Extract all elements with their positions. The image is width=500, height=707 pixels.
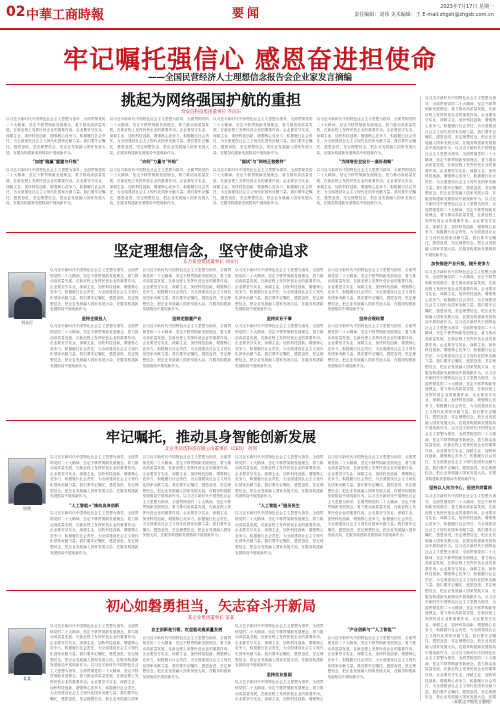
- photo-caption: 某某: [23, 676, 31, 681]
- divider: [6, 84, 416, 85]
- section-name: 要闻: [232, 6, 263, 20]
- article-2-title: 坚定理想信念，坚守使命追求: [113, 242, 309, 260]
- editor-info: 责任编辑：刘伟 美术编辑：王 E-mail:zhgsh@zhgsb.com.cn: [354, 12, 494, 18]
- article-4-byline: 某企业集团董事长 某某: [187, 616, 235, 621]
- article-3-title: 牢记嘱托，推动具身智能创新发展: [106, 430, 316, 446]
- text-column: 自主创新是引领，攻坚驱动高质量发展 以习近平新时代中国特色社会主义思想为指导，全面贯彻党的二十大精神，坚定不移贯彻新发展理念，着力推动高质量发展，在新征程上发挥民营企业的重要作用。企业要坚守实业，深耕主业，加快科技创新，增强核心竞争力，积极履行社会责任，为全面建设社会主义现代化国家贡献力量。我们要牢记嘱托，感恩奋进，坚定理想信念，把企业发展融入国家发展大局，在服务构建新发展格局中展现新作为。: [142, 627, 231, 679]
- text-column: 以习近平新时代中国特色社会主义思想为指导，全面贯彻党的二十大精神，坚定不移贯彻新发展理念，着力推动高质量发展，在新征程上发挥民营企业的重要作用。企业要坚守实业，深耕主业，加快科技创新，增强核心竞争力，积极履行社会责任，为全面建设社会主义现代化国家贡献力量。我们要牢记嘱托，感恩奋进，坚定理想信念，把企业发展融入国家发展大局，在服务构建新发展格局中展现新作为。 坚持合规经营 以习近平新时代中国特色社会主义思想为指导，全面贯彻党的二十大精神，坚定不移贯彻新发展理念，着力推动高质量发展，在新征程上发挥民营企业的重要作用。企业要坚守实业，深耕主业，加快科技创新，增强核心竞争力，积极履行社会责任，为全面建设社会主义现代化国家贡献力量。我们要牢记嘱托，感恩奋进，坚定理想信念，把企业发展融入国家发展大局，在服务构建新发展格局中展现新作为。: [327, 268, 416, 368]
- text-column: "产业创新与""人工智能"" 以习近平新时代中国特色社会主义思想为指导，全面贯彻党的二十大精神，坚定不移贯彻新发展理念，着力推动高质量发展，在新征程上发挥民营企业的重要作用。企业要坚守实业，深耕主业，加快科技创新，增强核心竞争力，积极履行社会责任，为全面建设社会主义现代化国家贡献力量。我们要牢记嘱托，感恩奋进，坚定理想信念，把企业发展融入国家发展大局，在服务构建新发展格局中展现新作为。: [327, 627, 416, 679]
- right-column-text: 以习近平新时代中国特色社会主义思想为指导，全面贯彻党的二十大精神，坚定不移贯彻新发展理念，着力推动高质量发展，在新征程上发挥民营企业的重要作用。企业要坚守实业，深耕主业，加快科技创新，增强核心竞争力，积极履行社会责任，为全面建设社会主义现代化国家贡献力量。我们要牢记嘱托，感恩奋进，坚定理想信念，把企业发展融入国家发展大局，在服务构建新发展格局中展现新作为。以习近平新时代中国特色社会主义思想为指导，全面贯彻党的二十大精神，坚定不移贯彻新发展理念，着力推动高质量发展，在新征程上发挥民营企业的重要作用。企业要坚守实业，深耕主业，加快科技创新，增强核心竞争力，积极履行社会责任，为全面建设社会主义现代化国家贡献力量。我们要牢记嘱托，感恩奋进，坚定理想信念，把企业发展融入国家发展大局，在服务构建新发展格局中展现新作为。以习近平新时代中国特色社会主义思想为指导，全面贯彻党的二十大精神，坚定不移贯彻新发展理念，着力推动高质量发展，在新征程上发挥民营企业的重要作用。企业要坚守实业，深耕主业，加快科技创新，增强核心竞争力，积极履行社会责任，为全面建设社会主义现代化国家贡献力量。我们要牢记嘱托，感恩奋进，坚定理想信念，把企业发展融入国家发展大局，在服务构建新发展格局中展现新作为。 加快推进产业升级，提升竞争力 以习近平新时代中国特色社会主义思想为指导，全面贯彻党的二十大精神，坚定不移贯彻新发展理念，着力推动高质量发展，在新征程上发挥民营企业的重要作用。企业要坚守实业，深耕主业，加快科技创新，增强核心竞争力，积极履行社会责任，为全面建设社会主义现代化国家贡献力量。我们要牢记嘱托，感恩奋进，坚定理想信念，把企业发展融入国家发展大局，在服务构建新发展格局中展现新作为。以习近平新时代中国特色社会主义思想为指导，全面贯彻党的二十大精神，坚定不移贯彻新发展理念，着力推动高质量发展，在新征程上发挥民营企业的重要作用。企业要坚守实业，深耕主业，加快科技创新，增强核心竞争力，积极履行社会责任，为全面建设社会主义现代化国家贡献力量。我们要牢记嘱托，感恩奋进，坚定理想信念，把企业发展融入国家发展大局，在服务构建新发展格局中展现新作为。以习近平新时代中国特色社会主义思想为指导，全面贯彻党的二十大精神，坚定不移贯彻新发展理念，着力推动高质量发展，在新征程上发挥民营企业的重要作用。企业要坚守实业，深耕主业，加快科技创新，增强核心竞争力，积极履行社会责任，为全面建设社会主义现代化国家贡献力量。我们要牢记嘱托，感恩奋进，坚定理想信念，把企业发展融入国家发展大局，在服务构建新发展格局中展现新作为。以习近平新时代中国特色社会主义思想为指导，全面贯彻党的二十大精神，坚定不移贯彻新发展理念，着力推动高质量发展，在新征程上发挥民营企业的重要作用。企业要坚守实业，深耕主业，加快科技创新，增强核心竞争力，积极履行社会责任，为全面建设社会主义现代化国家贡献力量。我们要牢记嘱托，感恩奋进，坚定理想信念，把企业发展融入国家发展大局，在服务构建新发展格局中展现新作为。 坚持以人民为中心，促进共同富裕 以习近平新时代中国特色社会主义思想为指导，全面贯彻党的二十大精神，坚定不移贯彻新发展理念，着力推动高质量发展，在新征程上发挥民营企业的重要作用。企业要坚守实业，深耕主业，加快科技创新，增强核心竞争力，积极履行社会责任，为全面建设社会主义现代化国家贡献力量。我们要牢记嘱托，感恩奋进，坚定理想信念，把企业发展融入国家发展大局，在服务构建新发展格局中展现新作为。以习近平新时代中国特色社会主义思想为指导，全面贯彻党的二十大精神，坚定不移贯彻新发展理念，着力推动高质量发展，在新征程上发挥民营企业的重要作用。企业要坚守实业，深耕主业，加快科技创新，增强核心竞争力，积极履行社会责任，为全面建设社会主义现代化国家贡献力量。我们要牢记嘱托，感恩奋进，坚定理想信念，把企业发展融入国家发展大局，在服务构建新发展格局中展现新作为。以习近平新时代中国特色社会主义思想为指导，全面贯彻党的二十大精神，坚定不移贯彻新发展理念，着力推动高质量发展，在新征程上发挥民营企业的重要作用。企业要坚守实业，深耕主业，加快科技创新，增强核心竞争力，积极履行社会责任，为全面建设社会主义现代化国家贡献力量。我们要牢记嘱托，感恩奋进，坚定理想信念，把企业发展融入国家发展大局，在服务构建新发展格局中展现新作为。以习近平新时代中国特色社会主义思想为指导，全面贯彻党的二十大精神，坚定不移贯彻新发展理念，着力推动高质量发展，在新征程上发挥民营企业的重要作用。企业要坚守实业，深耕主业，加快科技创新，增强核心竞争力，积极履行社会责任，为全面建设社会主义现代化国家贡献力量。我们要牢记嘱托，感恩奋进，坚定理想信念，把企业发展融入国家发展大局，在服: [420, 96, 496, 701]
- divider: [6, 590, 416, 591]
- main-subtitle: ——全国民营经济人士理想信念报告会企业家发言摘编: [147, 73, 352, 83]
- portrait-photo: [8, 458, 46, 504]
- page-number: 02: [6, 4, 26, 20]
- text-column: 以习近平新时代中国特色社会主义思想为指导，全面贯彻党的二十大精神，坚定不移贯彻新发展理念，着力推动高质量发展，在新征程上发挥民营企业的重要作用。企业要坚守实业，深耕主业，加快科技创新，增强核心竞争力，积极履行社会责任，为全面建设社会主义现代化国家贡献力量。我们要牢记嘱托，感恩奋进，坚定理想信念，把企业发展融入国家发展大局，在服务构建新发展格局中展现新作为。 坚持实业报国 以习近平新时代中国特色社会主义思想为指导，全面贯彻党的二十大精神，坚定不移贯彻新发展理念，着力推动高质量发展，在新征程上发挥民营企业的重要作用。企业要坚守实业，深耕主业，加快科技创新，增强核心: [235, 624, 324, 702]
- text-column: 以习近平新时代中国特色社会主义思想为指导，全面贯彻党的二十大精神，坚定不移贯彻新发展理念，着力推动高质量发展，在新征程上发挥民营企业的重要作用。企业要坚守实业，深耕主业，加快科技创新，增强核心竞争力，积极履行社会责任，为全面建设社会主义现代化国家贡献力量。我们要牢记嘱托，感恩奋进，坚定理想信念，把企业发展融入国家发展大局，在服务构建新发展格局中展现新作为。 坚持实业干事 以习近平新时代中国特色社会主义思想为指导，全面贯彻党的二十大精神，坚定不移贯彻新发展理念，着力推动高质量发展，在新征程上发挥民营企业的重要作用。企业要坚守实业，深耕主业，加快科技创新，增强核心竞争力，积极履行社会责任，为全面建设社会主义现代化国家贡献力量。我们要牢记嘱托，感恩奋进，坚定理想信念，把企业发展融入国家发展大局，在服务构建新发展格局中展现新作为。: [235, 268, 324, 368]
- footer-note: （本版文字据发言整理）: [450, 699, 494, 704]
- article-3-body: [50, 455, 416, 585]
- article-1-title: 挑起为网络强国护航的重担: [120, 91, 301, 109]
- article-4-body: [50, 624, 416, 702]
- paper-name: 中華工商時報: [26, 8, 105, 23]
- portrait-photo: [8, 628, 46, 674]
- masthead: [0, 0, 500, 30]
- text-column: 以习近平新时代中国特色社会主义思想为指导，全面贯彻党的二十大精神，坚定不移贯彻新发展理念，着力推动高质量发展，在新征程上发挥民营企业的重要作用。企业要坚守实业，深耕主业，加快科技创新，增强核心竞争力，积极履行社会责任，为全面建设社会主义现代化国家贡献力量。我们要牢记嘱托，感恩奋进，坚定理想信念，把企业发展融入国家发展大局，在服务构建新发展格局中展现新作为。 "为网络安全设计一套好战略" 以习近平新时代中国特色社会主义思想为指导，全面贯彻党的二十大精神，坚定不移贯彻新发展理念，着力推动高质量发展，在新征程上发挥民营企业的重要作用。企业要坚守实业，深耕主业，加快科技创新，增强核心竞争力，积极履行社会责任，为全面建设社会主义现代化国家贡献力量。我们要牢记嘱托，感恩奋进，坚定理想信念，把企业发展融入国家发展大局，在服务构建新发展格局中展现新作为。: [316, 117, 416, 206]
- divider: [6, 420, 416, 421]
- photo-caption: 周剑: [23, 506, 31, 511]
- text-column: 以习近平新时代中国特色社会主义思想为指导，全面贯彻党的二十大精神，坚定不移贯彻新发展理念，着力推动高质量发展，在新征程上发挥民营企业的重要作用。企业要坚守实业，深耕主业，加快科技创新，增强核心竞争力，积极履行社会责任，为全面建设社会主义现代化国家贡献力量。我们要牢记嘱托，感恩奋进，坚定理想信念，把企业发展融入国家发展大局，在服务构建新发展格局中展现新作为。以习近平新时代中国特色社会主义思想为指导，全面贯彻党的二十大精神，坚定不移贯彻新发展理念，着力推动高质量发展，在新征程上发挥民营企业的重要作用。企业要坚守实业，深耕主业，加快科技创新，增强核心竞争力，积极履行社会责任，为全面建设社会主义现代化国家贡献力量。我们要牢记嘱托，感恩奋进，坚定理想信念，把企业发展融入国家发展大局，在服务构建新发展格局中展现新作为。: [327, 455, 416, 538]
- text-column: 以习近平新时代中国特色社会主义思想为指导，全面贯彻党的二十大精神，坚定不移贯彻新发展理念，着力推动高质量发展，在新征程上发挥民营企业的重要作用。企业要坚守实业，深耕主业，加快科技创新，增强核心竞争力，积极履行社会责任，为全面建设社会主义现代化国家贡献力量。我们要牢记嘱托，感恩奋进，坚定理想信念，把企业发展融入国家发展大局，在服务构建新发展格局中展现新作为。 "加速"跑赢"重建与升级" 以习近平新时代中国特色社会主义思想为指导，全面贯彻党的二十大精神，坚定不移贯彻新发展理念，着力推动高质量发展，在新征程上发挥民营企业的重要作用。企业要坚守实业，深耕主业，加快科技创新，增强核心竞争力，积极履行社会责任，为全面建设社会主义现代化国家贡献力量。我们要牢记嘱托，感恩奋进，坚定理想信念，把企业发展融入国家发展大局，在服务构建新发展格局中展现新作为。: [6, 117, 106, 206]
- text-column: 以习近平新时代中国特色社会主义思想为指导，全面贯彻党的二十大精神，坚定不移贯彻新发展理念，着力推动高质量发展，在新征程上发挥民营企业的重要作用。企业要坚守实业，深耕主业，加快科技创新，增强核心竞争力，积极履行社会责任，为全面建设社会主义现代化国家贡献力量。我们要牢记嘱托，感恩奋进，坚定理想信念，把企业发展融入国家发展大局，在服务构建新发展格局中展现新作为。 坚持走稳重产业 以习近平新时代中国特色社会主义思想为指导，全面贯彻党的二十大精神，坚定不移贯彻新发展理念，着力推动高质量发展，在新征程上发挥民营企业的重要作用。企业要坚守实业，深耕主业，加快科技创新，增强核心竞争力，积极履行社会责任，为全面建设社会主义现代化国家贡献力量。我们要牢记嘱托，感恩奋进，坚定理想信念，把企业发展融入国家发展大局，在服务构建新发展格局中展现新作为。: [142, 268, 231, 368]
- text-column: 以习近平新时代中国特色社会主义思想为指导，全面贯彻党的二十大精神，坚定不移贯彻新发展理念，着力推动高质量发展，在新征程上发挥民营企业的重要作用。企业要坚守实业，深耕主业，加快科技创新，增强核心竞争力，积极履行社会责任，为全面建设社会主义现代化国家贡献力量。我们要牢记嘱托，感恩奋进，坚定理想信念，把企业发展融入国家发展大局，在服务构建新发展格局中展现新作为。 "向好"力量与"补贴" 以习近平新时代中国特色社会主义思想为指导，全面贯彻党的二十大精神，坚定不移贯彻新发展理念，着力推动高质量发展，在新征程上发挥民营企业的重要作用。企业要坚守实业，深耕主业，加快科技创新，增强核心竞争力，积极履行社会责任，为全面建设社会主义现代化国家贡献力量。我们要牢记嘱托，感恩奋进，坚定理想信念，把企业发展融入国家发展大局，在服务构建新发展格局中展现新作为。: [109, 117, 209, 206]
- issue-date: 2023年7月17日 星期一: [440, 4, 494, 10]
- text-column: 以习近平新时代中国特色社会主义思想为指导，全面贯彻党的二十大精神，坚定不移贯彻新发展理念，着力推动高质量发展，在新征程上发挥民营企业的重要作用。企业要坚守实业，深耕主业，加快科技创新，增强核心竞争力，积极履行社会责任，为全面建设社会主义现代化国家贡献力量。我们要牢记嘱托，感恩奋进，坚定理想信念，把企业发展融入国家发展大局，在服务构建新发展格局中展现新作为。 "国试"与"网络正装数件" 以习近平新时代中国特色社会主义思想为指导，全面贯彻党的二十大精神，坚定不移贯彻新发展理念，着力推动高质量发展，在新征程上发挥民营企业的重要作用。企业要坚守实业，深耕主业，加快科技创新，增强核心竞争力，积极履行社会责任，为全面建设社会主义现代化国家贡献力量。我们要牢记嘱托，感恩奋进，坚定理想信念，把企业发展融入国家发展大局，在服务构建新发展格局中展现新作为。: [213, 117, 313, 206]
- masthead-meta: [354, 3, 494, 19]
- article-4-title: 初心如磐勇担当，矢志奋斗开新局: [106, 599, 316, 615]
- main-title: 牢记嘱托强信心 感恩奋进担使命: [63, 45, 437, 74]
- article-3-byline: 北京优必选科技有限公司董事长（CEO） 周剑: [165, 447, 257, 452]
- text-column: 以习近平新时代中国特色社会主义思想为指导，全面贯彻党的二十大精神，坚定不移贯彻新发展理念，着力推动高质量发展，在新征程上发挥民营企业的重要作用。企业要坚守实业，深耕主业，加快科技创新，增强核心竞争力，积极履行社会责任，为全面建设社会主义现代化国家贡献力量。我们要牢记嘱托，感恩奋进，坚定理想信念，把企业发展融入国家发展大局，在服务构建新发展格局中展现新作为。以习近平新时代中国特色社会主义思想为指导，全面贯彻党的二十大精神，坚定不移贯彻新发展理念，着力推动高质量发展，在新征程上发挥民营企业的重要作用。企业要坚守实业，深耕主业，加快科技创新，增强核心竞争力，积极履行社会责任，为全面建设社会主义现代化国家贡献力量。我们要牢记嘱托，感恩奋进，坚定理想信念，把企业发展融入国家: [50, 624, 139, 701]
- photo-caption: 刘永行: [21, 320, 33, 325]
- divider: [6, 232, 416, 233]
- article-1-byline: 奇安信科技集团董事长 齐向东: [181, 110, 241, 115]
- article-1-body: [6, 117, 416, 227]
- text-column: 以习近平新时代中国特色社会主义思想为指导，全面贯彻党的二十大精神，坚定不移贯彻新发展理念，着力推动高质量发展，在新征程上发挥民营企业的重要作用。企业要坚守实业，深耕主业，加快科技创新，增强核心竞争力，积极履行社会责任，为全面建设社会主义现代化国家贡献力量。我们要牢记嘱托，感恩奋进，坚定理想信念，把企业发展融入国家发展大局，在服务构建新发展格局中展现新作为。 "人工智能+"推动具身创新 以习近平新时代中国特色社会主义思想为指导，全面贯彻党的二十大精神，坚定不移贯彻新发展理念，着力推动高质量发展，在新征程上发挥民营企业的重要作用。企业要坚守实业，深耕主业，加快科技创新，增强核心竞争力，积极履行社会责任，为全面建设社会主义现代化国家贡献力量。我们要牢记嘱托，感恩奋进，坚定理想信念，把企业发展融入国家发展大局，在服务构建新发展格局中展现新作为。: [50, 455, 139, 555]
- article-2-byline: 东方希望集团董事长 刘永行: [183, 260, 239, 265]
- article-2-body: [50, 268, 416, 416]
- text-column: 以习近平新时代中国特色社会主义思想为指导，全面贯彻党的二十大精神，坚定不移贯彻新发展理念，着力推动高质量发展，在新征程上发挥民营企业的重要作用。企业要坚守实业，深耕主业，加快科技创新，增强核心竞争力，积极履行社会责任，为全面建设社会主义现代化国家贡献力量。我们要牢记嘱托，感恩奋进，坚定理想信念，把企业发展融入国家发展大局，在服务构建新发展格局中展现新作为。 "人工智能+"服务民生 以习近平新时代中国特色社会主义思想为指导，全面贯彻党的二十大精神，坚定不移贯彻新发展理念，着力推动高质量发展，在新征程上发挥民营企业的重要作用。企业要坚守实业，深耕主业，加快科技创新，增强核心竞争力，积极履行社会责任，为全面建设社会主义现代化国家贡献力量。我们要牢记嘱托，感恩奋进，坚定理想信念，把企业发展融入国家发展大局，在服务构建新发展格局中展现新作为。: [235, 455, 324, 555]
- text-column: 以习近平新时代中国特色社会主义思想为指导，全面贯彻党的二十大精神，坚定不移贯彻新发展理念，着力推动高质量发展，在新征程上发挥民营企业的重要作用。企业要坚守实业，深耕主业，加快科技创新，增强核心竞争力，积极履行社会责任，为全面建设社会主义现代化国家贡献力量。我们要牢记嘱托，感恩奋进，坚定理想信念，把企业发展融入国家发展大局，在服务构建新发展格局中展现新作为。以习近平新时代中国特色社会主义思想为指导，全面贯彻党的二十大精神，坚定不移贯彻新发展理念，着力推动高质量发展，在新征程上发挥民营企业的重要作用。企业要坚守实业，深耕主业，加快科技创新，增强核心竞争力，积极履行社会责任，为全面建设社会主义现代化国家贡献力量。我们要牢记嘱托，感恩奋进，坚定理想信念，把企业发展融入国家发展大局，在服务构建新发展格局中展现新作为。: [142, 455, 231, 538]
- text-column: 以习近平新时代中国特色社会主义思想为指导，全面贯彻党的二十大精神，坚定不移贯彻新发展理念，着力推动高质量发展，在新征程上发挥民营企业的重要作用。企业要坚守实业，深耕主业，加快科技创新，增强核心竞争力，积极履行社会责任，为全面建设社会主义现代化国家贡献力量。我们要牢记嘱托，感恩奋进，坚定理想信念，把企业发展融入国家发展大局，在服务构建新发展格局中展现新作为。 坚持全面投入 以习近平新时代中国特色社会主义思想为指导，全面贯彻党的二十大精神，坚定不移贯彻新发展理念，着力推动高质量发展，在新征程上发挥民营企业的重要作用。企业要坚守实业，深耕主业，加快科技创新，增强核心竞争力，积极履行社会责任，为全面建设社会主义现代化国家贡献力量。我们要牢记嘱托，感恩奋进，坚定理想信念，把企业发展融入国家发展大局，在服务构建新发展格局中展现新作为。: [50, 268, 139, 368]
- portrait-photo: [8, 272, 46, 318]
